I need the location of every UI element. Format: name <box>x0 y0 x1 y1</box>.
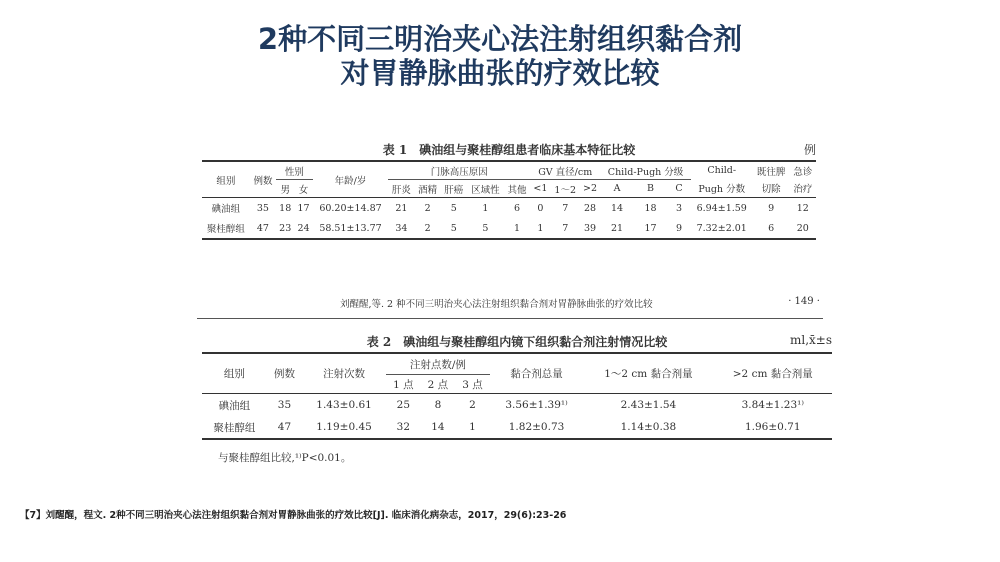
col-header-cases: 例数 <box>250 161 276 198</box>
table-cell: 2.43±1.54 <box>620 399 677 411</box>
slide-title <box>0 22 1000 90</box>
col-header-emerg-2: 治疗 <box>793 184 813 196</box>
table-2-unit: ml,x̄±s <box>789 333 832 347</box>
table-cell: 5 <box>450 222 457 234</box>
table-cell: 58.51±13.77 <box>319 222 382 234</box>
col-header-male: 男 <box>280 184 290 196</box>
table-cell: 1.43±0.61 <box>316 399 372 411</box>
col-header-C: C <box>675 183 683 194</box>
table-1-unit: 例 <box>803 143 816 157</box>
table-cell: 6 <box>768 222 775 234</box>
reference-citation: 【7】刘醒醒，程文. 2种不同三明治夹心法注射组织黏合剂对胃静脉曲张的疗效比较[J]. 临床消化病杂志，2017，29(6):23-26 <box>20 510 567 521</box>
table-row <box>202 394 832 417</box>
col-header-A: A <box>613 183 621 194</box>
col-header-p3: 3 点 <box>462 378 483 391</box>
table-cell: 21 <box>395 202 408 214</box>
table-cell: 28 <box>583 202 597 214</box>
col-header-portal-cause: 门脉高压原因 <box>388 161 530 180</box>
table-cell: 5 <box>482 222 489 234</box>
table-cell: 碘油组 <box>211 204 241 215</box>
table-cell: 23 <box>279 222 292 234</box>
table-2-grid <box>202 352 832 440</box>
col-header-other: 其他 <box>507 184 527 196</box>
table-2-footnote: 与聚桂醇组比较,¹⁾P<0.01。 <box>218 452 352 464</box>
running-head-text: 刘醒醒,等. 2 种不同三明治夹心法注射组织黏合剂对胃静脉曲张的疗效比较 <box>340 299 653 310</box>
table-cell: 7.32±2.01 <box>696 222 747 234</box>
table-cell: 1 <box>537 222 544 234</box>
table-cell: 25 <box>396 399 411 411</box>
table-cell: 8 <box>434 399 442 411</box>
table-1-caption-row <box>202 138 816 160</box>
table-cell: 17 <box>297 202 310 214</box>
table-cell: 1 <box>469 421 476 433</box>
table-cell: 20 <box>796 222 809 234</box>
table-cell: 7 <box>562 222 569 234</box>
col-header-p1: 1 点 <box>393 378 414 391</box>
page-number: · 149 · <box>788 296 820 307</box>
col-header-emerg-1: 急诊 <box>793 166 813 178</box>
table-1-header-row-1 <box>202 161 816 180</box>
col-header-hepatitis: 肝炎 <box>391 184 411 196</box>
table-row <box>202 198 816 219</box>
table-cell: 21 <box>611 222 624 234</box>
col-header-points: 注射点数/例 <box>386 353 490 375</box>
table-1-grid <box>202 160 816 240</box>
col-header-gv: GV 直径/cm <box>530 161 600 180</box>
table-cell: 34 <box>395 222 408 234</box>
table-cell: 6 <box>514 202 521 214</box>
col-header-cases: 例数 <box>267 353 302 394</box>
table-cell: 1.19±0.45 <box>316 421 372 433</box>
col-header-1to2: 1～2 <box>554 184 576 196</box>
col-header-gt2: >2 <box>583 183 598 194</box>
col-header-1to2: 1～2 cm 黏合剂量 <box>583 353 713 394</box>
table-cell: 9 <box>676 222 683 234</box>
table-cell: 1.82±0.73 <box>508 421 565 433</box>
col-header-spleen-2: 切除 <box>761 184 781 196</box>
table-cell: 47 <box>277 421 292 433</box>
table-cell: 聚桂醇组 <box>213 421 256 434</box>
table-2-header-row-1 <box>202 353 832 375</box>
table-cell: 47 <box>256 222 269 234</box>
table-row <box>202 416 832 439</box>
table-1 <box>202 138 816 240</box>
table-cell: 12 <box>796 202 809 214</box>
col-header-cirrhosis: 肝癌 <box>444 184 464 196</box>
col-header-spleen-1: 既往脾 <box>756 166 786 178</box>
table-cell: 1 <box>514 222 521 234</box>
table-cell: 7 <box>562 202 569 214</box>
col-header-alcohol: 酒精 <box>418 184 438 196</box>
table-2-caption: 表 2 碘油组与聚桂醇组内镜下组织黏合剂注射情况比较 <box>366 335 668 349</box>
col-header-cp-score-1: Child- <box>707 165 737 177</box>
table-cell: 1.96±0.71 <box>744 421 801 433</box>
table-2-caption-row <box>202 330 832 352</box>
table-cell: 17 <box>644 222 657 234</box>
table-1-caption: 表 1 碘油组与聚桂醇组患者临床基本特征比较 <box>382 143 636 157</box>
table-cell: 9 <box>768 202 775 214</box>
table-cell: 2 <box>424 222 431 234</box>
col-header-gt2: >2 cm 黏合剂量 <box>714 353 832 394</box>
table-cell: 5 <box>450 202 457 214</box>
col-header-total: 黏合剂总量 <box>490 353 584 394</box>
col-header-B: B <box>647 183 655 194</box>
table-cell: 3.84±1.23¹⁾ <box>741 399 804 411</box>
table-cell: 18 <box>644 202 657 214</box>
col-header-lt1: <1 <box>533 183 548 194</box>
table-cell: 聚桂醇组 <box>206 224 245 235</box>
table-cell: 32 <box>396 421 411 433</box>
col-header-childpugh: Child-Pugh 分级 <box>600 161 691 180</box>
col-header-sex: 性别 <box>276 161 313 180</box>
table-cell: 60.20±14.87 <box>319 202 382 214</box>
table-row <box>202 218 816 239</box>
table-cell: 碘油组 <box>218 399 251 412</box>
col-header-p2: 2 点 <box>427 378 449 391</box>
table-cell: 24 <box>297 222 310 234</box>
table-cell: 14 <box>431 421 445 433</box>
table-cell: 0 <box>537 202 544 214</box>
slide-title-line-1: 2种不同三明治夹心法注射组织黏合剂 <box>257 22 743 56</box>
table-cell: 35 <box>277 399 292 411</box>
col-header-times: 注射次数 <box>302 353 386 394</box>
table-1-header-row-2 <box>202 180 816 198</box>
col-header-female: 女 <box>298 184 309 196</box>
table-cell: 2 <box>424 202 431 214</box>
table-2 <box>202 330 832 440</box>
table-cell: 1.14±0.38 <box>620 421 677 433</box>
table-cell: 14 <box>611 202 624 214</box>
table-cell: 35 <box>256 202 269 214</box>
col-header-group: 组别 <box>202 161 250 198</box>
col-header-cp-score-2: Pugh 分数 <box>698 184 746 196</box>
table-cell: 39 <box>583 222 597 234</box>
running-head-rule <box>197 318 823 319</box>
table-cell: 1 <box>482 202 489 214</box>
col-header-age: 年龄/岁 <box>313 161 389 198</box>
running-head <box>340 296 820 310</box>
table-cell: 18 <box>279 202 292 214</box>
slide-title-line-2: 对胃静脉曲张的疗效比较 <box>340 56 660 90</box>
col-header-regional: 区域性 <box>471 184 500 196</box>
table-cell: 3 <box>676 202 683 214</box>
table-cell: 2 <box>469 399 476 411</box>
table-cell: 6.94±1.59 <box>696 202 747 214</box>
col-header-group: 组别 <box>202 353 267 394</box>
table-cell: 3.56±1.39¹⁾ <box>505 399 568 411</box>
